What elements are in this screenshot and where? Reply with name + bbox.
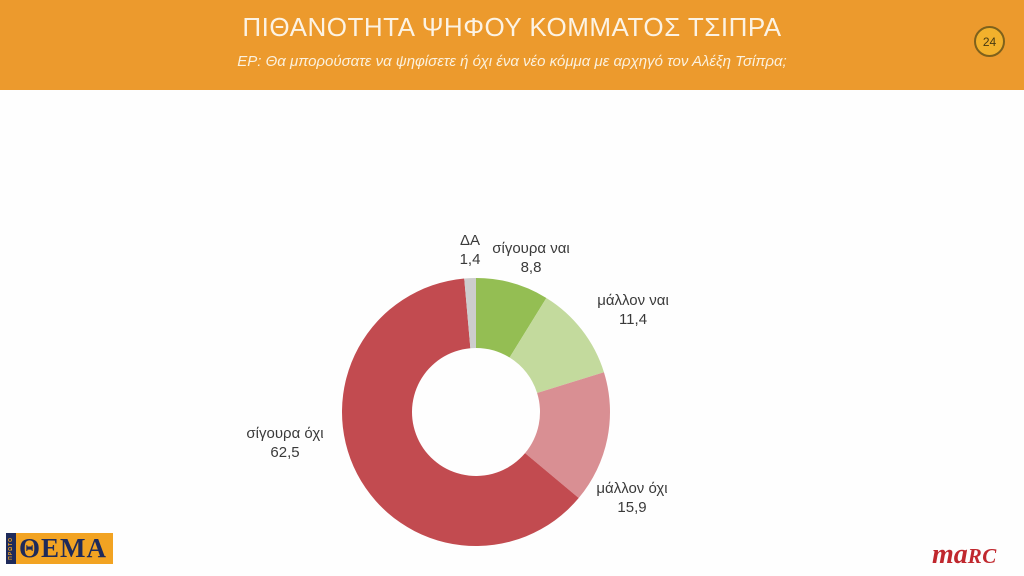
slice-label-sigoura-nai-name: σίγουρα ναι: [492, 240, 570, 257]
chart-area: [0, 90, 1024, 520]
page-number-badge: 24: [974, 26, 1005, 57]
slice-label-sigoura-oxi: [205, 424, 365, 462]
proto-thema-logo-text: ΘΕΜΑ: [19, 533, 107, 563]
header-bar: [0, 0, 1024, 90]
proto-thema-logo-strip: [6, 533, 16, 564]
slice-label-mallon-nai-name: μάλλον ναι: [597, 292, 669, 309]
marc-logo-text-rc: RC: [967, 544, 997, 568]
slice-label-mallon-nai-value: 11,4: [618, 311, 648, 328]
slice-label-da-value: 1,4: [459, 251, 481, 268]
slice-label-da-name: ΔΑ: [459, 232, 481, 249]
slice-label-sigoura-oxi-value: 62,5: [270, 444, 300, 461]
page-title: ΠΙΘΑΝΟΤΗΤΑ ΨΗΦΟΥ ΚΟΜΜΑΤΟΣ ΤΣΙΠΡΑ: [242, 12, 782, 42]
marc-logo-text-ma: ma: [932, 539, 968, 570]
slice-label-mallon-oxi-value: 15,9: [617, 499, 647, 516]
slice-label-sigoura-nai: [451, 239, 611, 277]
proto-thema-logo: [6, 533, 113, 564]
slice-label-sigoura-nai-value: 8,8: [520, 259, 542, 276]
marc-logo: [932, 539, 997, 571]
proto-thema-logo-strip-text: ΠΡΩΤΟ: [8, 537, 14, 560]
slice-label-mallon-oxi-name: μάλλον όχι: [596, 480, 668, 497]
slice-label-sigoura-oxi-name: σίγουρα όχι: [246, 425, 324, 442]
question-subtitle: ΕΡ: Θα μπορούσατε να ψηφίσετε ή όχι ένα νέο κόμμα με αρχηγό τον Αλέξη Τσίπρα;: [237, 53, 787, 70]
slice-label-mallon-oxi: [552, 479, 712, 517]
slice-label-mallon-nai: [553, 291, 713, 329]
